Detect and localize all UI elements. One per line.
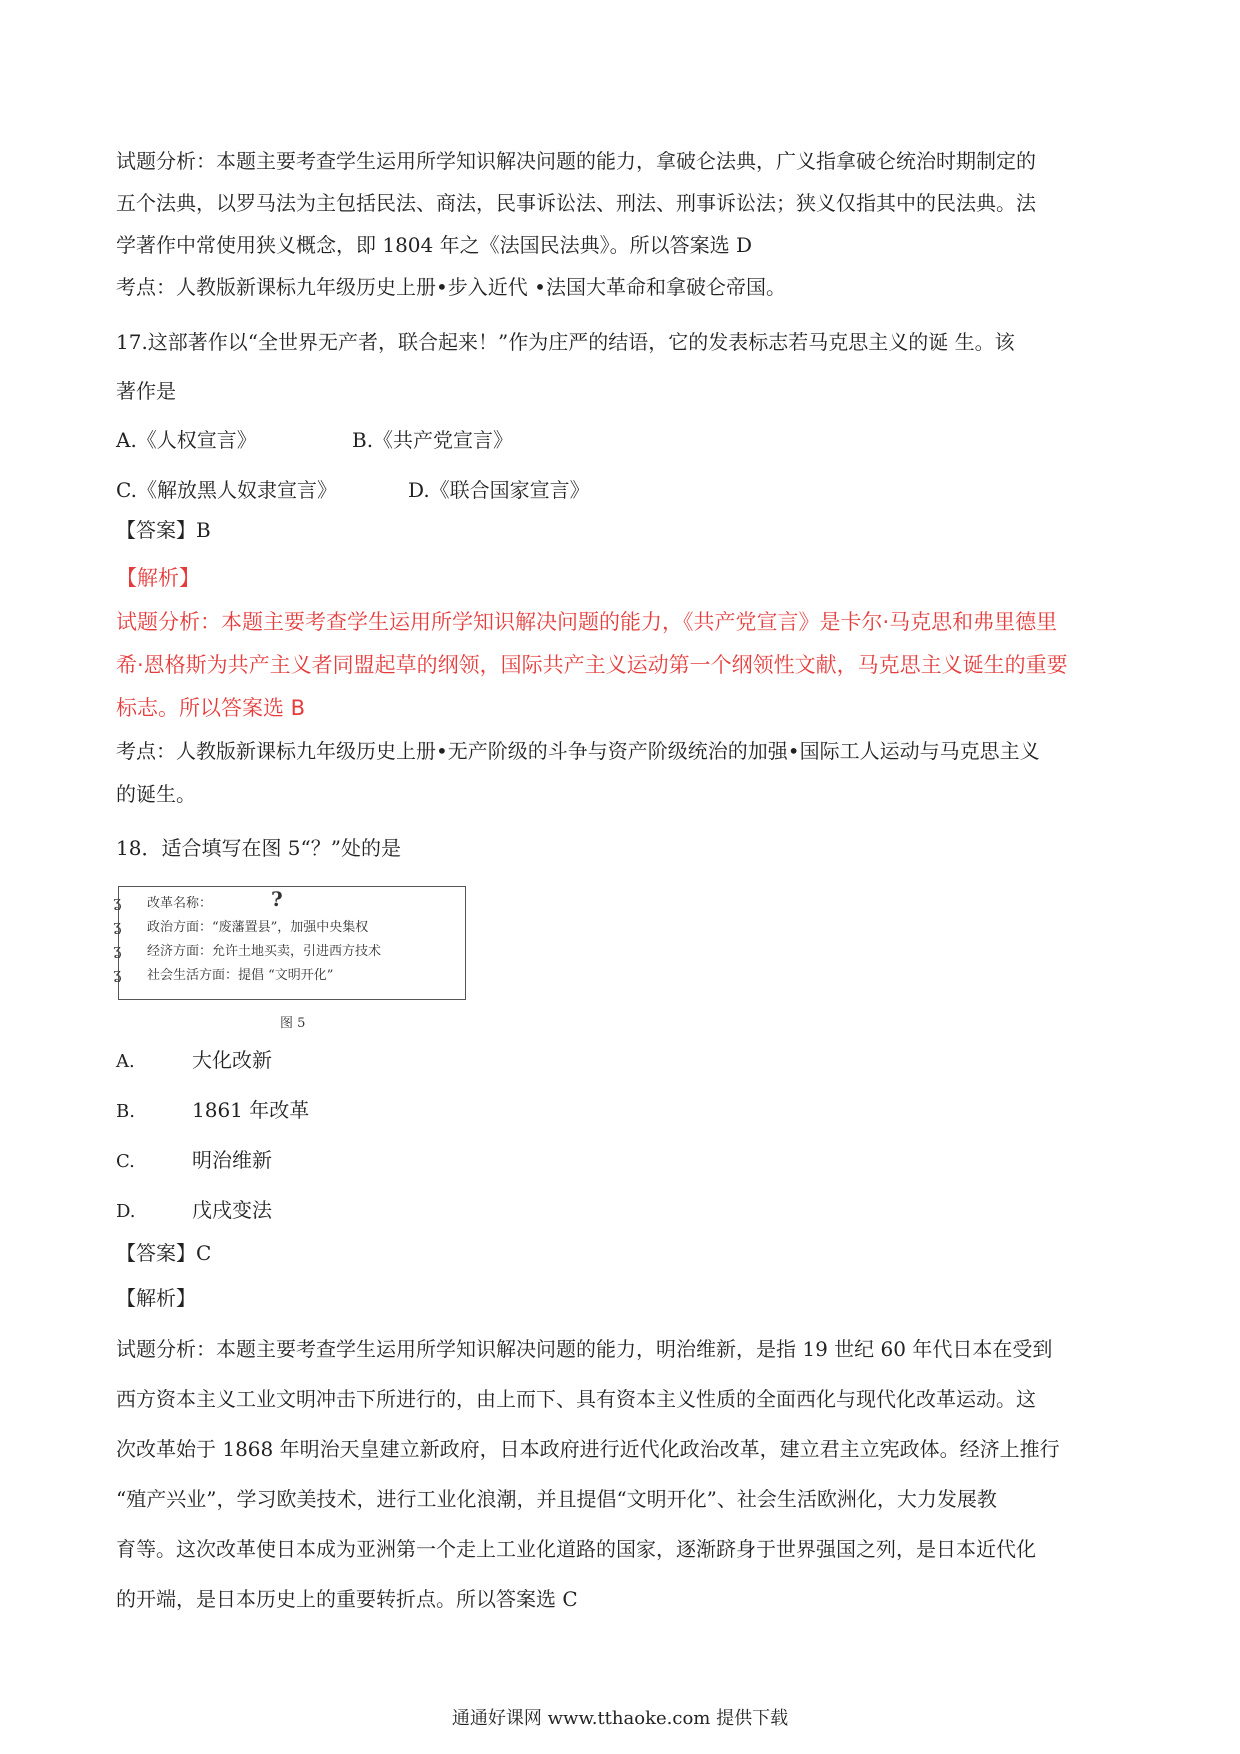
q18-option-text: 大化改新 — [192, 1048, 272, 1072]
q18-option-label: A. — [116, 1051, 135, 1072]
q16-analysis-line: 试题分析：本题主要考查学生运用所学知识解决问题的能力，拿破仑法典，广义指拿破仑统治时期制定的 — [116, 149, 1036, 173]
figure-line: 政治方面：“废藩置县”，加强中央集权 — [147, 920, 369, 935]
q18-answer: 【答案】C — [116, 1241, 212, 1265]
binder-ring-icon: ʓ — [113, 965, 122, 983]
q18-option-label: D. — [116, 1201, 136, 1222]
q18-analysis-line: 西方资本主义工业文明冲击下所进行的，由上而下、具有资本主义性质的全面西化与现代化改革运动。这 — [116, 1387, 1036, 1411]
binder-ring-icon: ʓ — [113, 941, 122, 959]
binder-ring-icon: ʓ — [113, 917, 122, 935]
q17-analysis-line: 希·恩格斯为共产主义者同盟起草的纲领，国际共产主义运动第一个纲领性文献，马克思主义诞生的重要 — [116, 653, 1068, 677]
figure-caption: 图 5 — [280, 1016, 306, 1031]
q17-point-line: 的诞生。 — [116, 782, 196, 806]
q17-analysis-line: 标志。所以答案选 B — [116, 696, 306, 720]
q18-option-text: 明治维新 — [192, 1148, 272, 1172]
q17-option-c: C.《解放黑人奴隶宣言》 — [116, 478, 337, 502]
q17-option-a: A.《人权宣言》 — [116, 428, 257, 452]
q17-stem-line: 17.这部著作以“全世界无产者，联合起来！”作为庄严的结语，它的发表标志若马克思主义的诞 生。该 — [116, 330, 1015, 354]
figure-question-mark: ? — [271, 887, 283, 911]
q18-analysis-line: 育等。这次改革使日本成为亚洲第一个走上工业化道路的国家，逐渐跻身于世界强国之列，是日本近代化 — [116, 1537, 1036, 1561]
q18-option-text: 1861 年改革 — [192, 1098, 310, 1122]
q16-point: 考点：人教版新课标九年级历史上册•步入近代 •法国大革命和拿破仑帝国。 — [116, 275, 786, 299]
q17-answer: 【答案】B — [116, 518, 211, 542]
q17-option-b: B.《共产党宣言》 — [352, 428, 514, 452]
q18-option-label: C. — [116, 1151, 135, 1172]
q18-option-text: 戊戌变法 — [192, 1198, 272, 1222]
binder-ring-icon: ʓ — [113, 893, 122, 911]
q18-analysis-line: 次改革始于 1868 年明治天皇建立新政府，日本政府进行近代化政治改革，建立君主立宪政体。经济上推行 — [116, 1437, 1060, 1461]
q17-option-d: D.《联合国家宣言》 — [408, 478, 590, 502]
figure-5-reform-card — [113, 886, 466, 1000]
q16-analysis-line: 五个法典，以罗马法为主包括民法、商法，民事诉讼法、刑法、刑事诉讼法；狭义仅指其中的民法典。法 — [116, 191, 1036, 215]
figure-line: 经济方面：允许土地买卖，引进西方技术 — [147, 944, 382, 959]
q16-analysis-line: 学著作中常使用狭义概念，即 1804 年之《法国民法典》。所以答案选 D — [116, 233, 753, 257]
figure-line: 社会生活方面：提倡 “文明开化” — [147, 968, 334, 983]
q17-analysis-head: 【解析】 — [116, 566, 200, 590]
q18-analysis-line: “殖产兴业”，学习欧美技术，进行工业化浪潮，并且提倡“文明开化”、社会生活欧洲化，大力发展教 — [116, 1487, 997, 1511]
q18-analysis-line: 的开端，是日本历史上的重要转折点。所以答案选 C — [116, 1587, 578, 1611]
q18-analysis-line: 试题分析：本题主要考查学生运用所学知识解决问题的能力，明治维新，是指 19 世纪 60 年代日本在受到 — [116, 1337, 1053, 1361]
q18-analysis-head: 【解析】 — [116, 1286, 196, 1310]
page-footer: 通通好课网 www.tthaoke.com 提供下载 — [451, 1708, 789, 1729]
q18-stem: 18．适合填写在图 5“？”处的是 — [116, 836, 401, 860]
q18-option-label: B. — [116, 1101, 135, 1122]
figure-line: 改革名称： — [147, 896, 213, 911]
q17-point-line: 考点：人教版新课标九年级历史上册•无产阶级的斗争与资产阶级统治的加强•国际工人运动与马克思主义 — [116, 739, 1040, 763]
q17-analysis-line: 试题分析：本题主要考查学生运用所学知识解决问题的能力，《共产党宣言》是卡尔·马克思和弗里德里 — [116, 610, 1058, 634]
q17-stem-line: 著作是 — [116, 379, 176, 403]
